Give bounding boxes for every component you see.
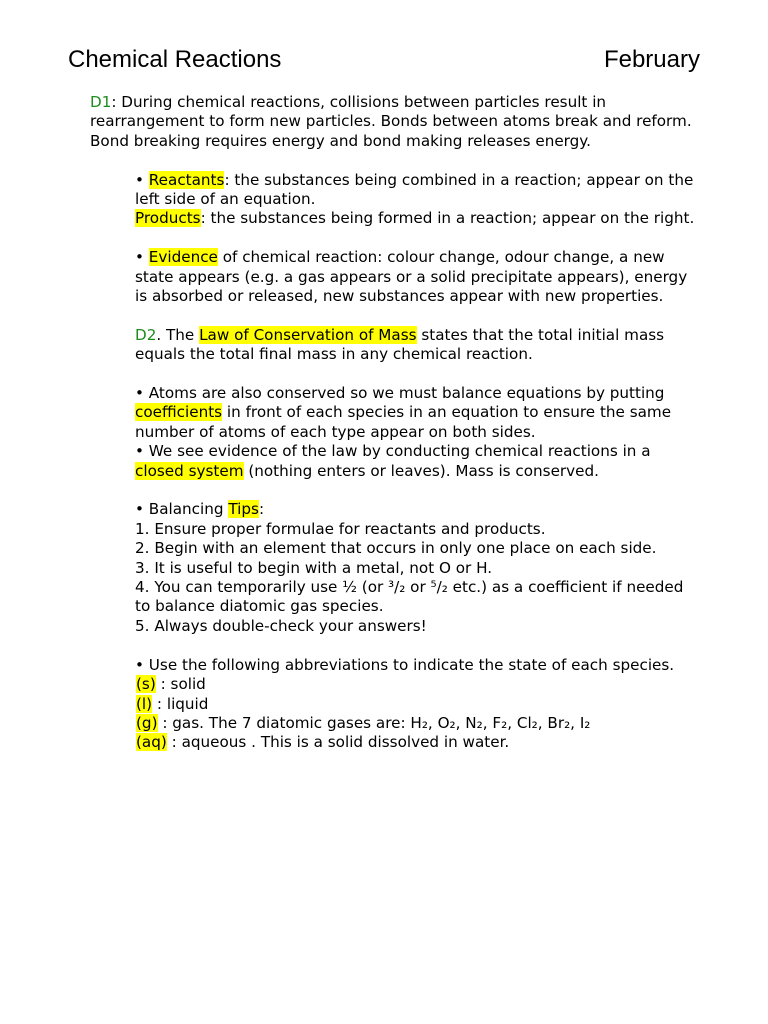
tip-item: 5. Always double-check your answers!	[135, 616, 427, 635]
closed-system-paragraph	[90, 442, 700, 481]
evidence-text: of chemical reaction: colour change, odour change, a new state appears (e.g. a gas appears or a solid precipitate appears), energy is absorbed or released, new substances appear with new properties.	[135, 248, 688, 306]
state-symbol: (g)	[136, 713, 158, 732]
atoms-text: in front of each species in an equation to ensure the same number of atoms of each type appear on both sides.	[135, 403, 676, 441]
tips-term: Tips	[228, 500, 259, 519]
state-item	[90, 714, 700, 733]
tip-item: 3. It is useful to begin with a metal, not O or H.	[135, 558, 493, 577]
atoms-paragraph	[90, 384, 700, 442]
closed-text: (nothing enters or leaves). Mass is conserved.	[243, 461, 599, 480]
d2-term: Law of Conservation of Mass	[199, 325, 417, 344]
atoms-pre: Atoms are also conserved so we must balance equations by putting	[148, 384, 679, 403]
products-text: : the substances being formed in a reaction; appear on the right.	[200, 209, 695, 228]
tip-item: 2. Begin with an element that occurs in only one place on each side.	[135, 539, 657, 558]
page-title: Chemical Reactions	[68, 46, 282, 73]
tips-heading	[90, 500, 700, 519]
state-symbol: (s)	[136, 675, 156, 694]
d1-paragraph	[90, 93, 700, 151]
d2-pre: . The	[156, 325, 200, 344]
d2-label: D2	[135, 325, 157, 344]
state-item	[90, 733, 700, 752]
closed-term: closed system	[135, 461, 244, 480]
evidence-paragraph	[90, 248, 700, 306]
atoms-term: coefficients	[135, 403, 223, 422]
tip-item: 1. Ensure proper formulae for reactants and products.	[135, 519, 546, 538]
notes-body	[90, 93, 700, 753]
state-desc: : liquid	[152, 694, 209, 713]
state-desc: : solid	[155, 675, 206, 694]
products-term: Products	[135, 209, 201, 228]
state-item	[90, 695, 700, 714]
state-symbol: (aq)	[136, 733, 167, 752]
products-paragraph	[90, 209, 700, 228]
state-item	[90, 675, 700, 694]
d2-paragraph	[90, 326, 700, 365]
state-symbol: (l)	[136, 694, 153, 713]
state-desc: : gas. The 7 diatomic gases are: H₂, O₂, N₂, F₂, Cl₂, Br₂, I₂	[157, 713, 591, 732]
closed-pre: We see evidence of the law by conducting chemical reactions in a	[148, 442, 651, 461]
reactants-text: : the substances being combined in a reaction; appear on the left side of an equation.	[135, 170, 694, 209]
evidence-term: Evidence	[148, 248, 218, 267]
d2-text: states that the total initial mass equals the total final mass in any chemical reaction.	[135, 325, 665, 364]
state-desc: : aqueous . This is a solid dissolved in water.	[166, 733, 510, 752]
d1-label: D1	[90, 93, 112, 111]
states-intro: • Use the following abbreviations to indicate the state of each species.	[90, 656, 700, 675]
d1-text: : During chemical reactions, collisions between particles result in rearrangement to form new particles. Bonds between atoms break and reform. Bond breaking requires energy and bond making releases energy.	[90, 93, 692, 150]
page-month: February	[603, 46, 700, 73]
reactants-paragraph	[90, 171, 700, 210]
tip-item: 4. You can temporarily use ½ (or ³/₂ or ⁵/₂ etc.) as a coefficient if needed to balance diatomic gas species.	[135, 578, 684, 616]
reactants-term: Reactants	[148, 170, 225, 189]
tips-pre: Balancing	[148, 500, 229, 519]
tips-post: :	[258, 500, 265, 519]
